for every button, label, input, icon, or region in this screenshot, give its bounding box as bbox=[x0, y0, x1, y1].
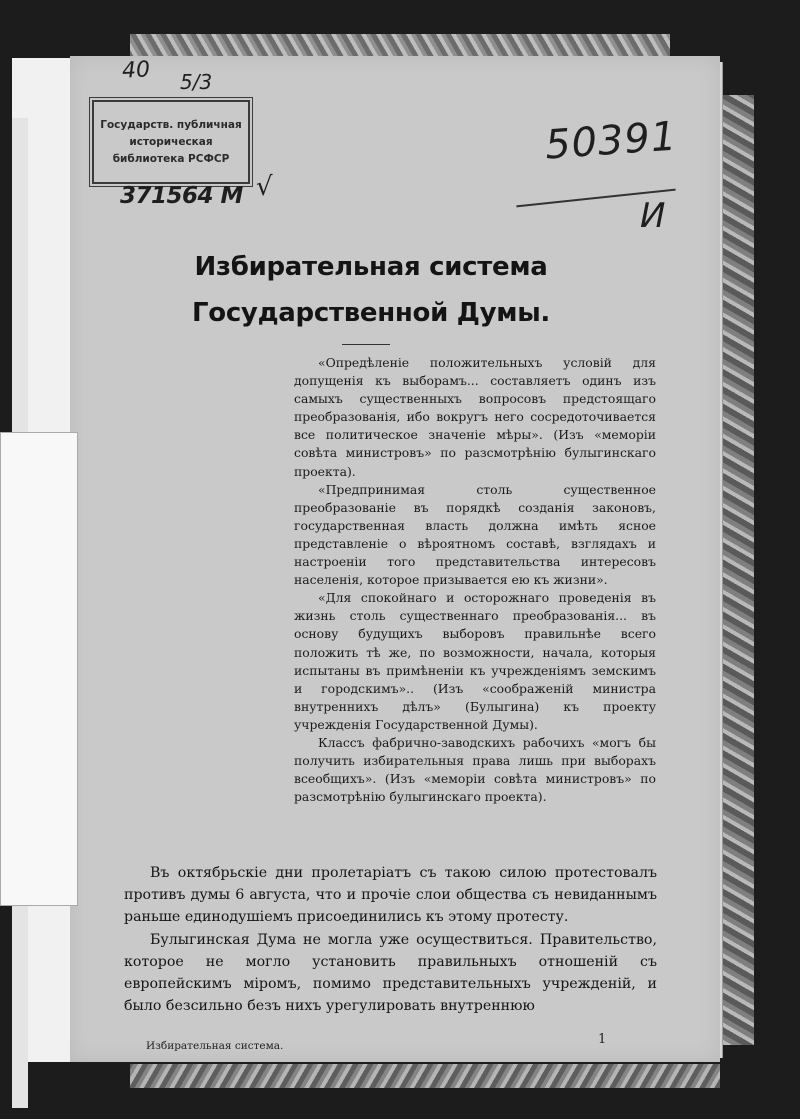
inventory-number: 371564 М bbox=[120, 183, 243, 209]
epigraph-paragraph: «Для спокойнаго и осторожнаго проведенія въ жизнь столь существеннаго преобразованія... въ основу будущихъ выборовъ правильнѣе всего положить тѣ же, по возможности, начала, которыя испытаны въ примѣненіи къ учрежденіямъ земскимъ и городскимъ».. (Изъ «соображеній министра внутреннихъ дѣлъ» (Булыгина) къ проекту учрежденія Государственной Думы). bbox=[294, 590, 656, 732]
stamp-line: Государств. публичная bbox=[100, 118, 242, 131]
body-text bbox=[124, 862, 657, 1017]
body-paragraph: Булыгинская Дума не могла уже осуществиться. Правительство, которое не могло установить правильныхъ отношеній съ европейскимъ міромъ, помимо представительныхъ учрежденій, и было безсильно безъ нихъ урегулировать внутреннюю bbox=[124, 931, 657, 1015]
stamp-line: историческая bbox=[129, 135, 213, 148]
epigraph-block bbox=[294, 354, 656, 806]
title-divider bbox=[342, 344, 390, 345]
running-footer: Избирательная система. bbox=[146, 1040, 284, 1052]
epigraph-paragraph: «Опредѣленіе положительныхъ условій для допущенія къ выборамъ... составляетъ одинъ изъ самыхъ существенныхъ вопросовъ предстоящаго преобразованія, ибо вокругъ него сосредоточивается все политическое значеніе мѣры». (Изъ «меморіи совѣта министровъ» по разсмотрѣнію булыгинскаго проекта). bbox=[294, 355, 656, 479]
inserted-paper-slip bbox=[0, 432, 78, 906]
accession-number: 50391 bbox=[543, 113, 679, 169]
shelf-mark: 40 bbox=[121, 57, 151, 84]
shelf-mark-sub: 5/3 bbox=[180, 70, 213, 94]
body-paragraph: Въ октябрьскіе дни пролетаріатъ съ такою силою протестовалъ противъ думы 6 августа, что и прочіе слои общества съ невиданнымъ раньше единодушіемъ присоединились къ этому протесту. bbox=[124, 865, 657, 926]
epigraph-paragraph: Классъ фабрично-заводскихъ рабочихъ «могъ бы получить избирательныя права лишь при выборахъ всеобщихъ». (Изъ «меморіи совѣта министровъ» по разсмотрѣнію булыгинскаго проекта). bbox=[294, 734, 656, 805]
stamp-line: библиотека РСФСР bbox=[112, 152, 230, 165]
check-mark: √ bbox=[256, 172, 273, 202]
epigraph-paragraph: «Предпринимая столь существенное преобразованіе въ порядкѣ созданія законовъ, государственная власть должна имѣть ясное представленіе о вѣроятномъ составѣ, взглядахъ и настроеніи того представительства интересовъ населенія, которое призывается ею къ жизни». bbox=[294, 481, 656, 588]
document-title: Избирательная система Государственной Думы. bbox=[191, 252, 551, 328]
binding-cloth-bottom bbox=[130, 1064, 720, 1088]
library-stamp bbox=[92, 100, 250, 184]
page-number: 1 bbox=[598, 1032, 607, 1047]
margin-mark: И bbox=[640, 196, 666, 236]
